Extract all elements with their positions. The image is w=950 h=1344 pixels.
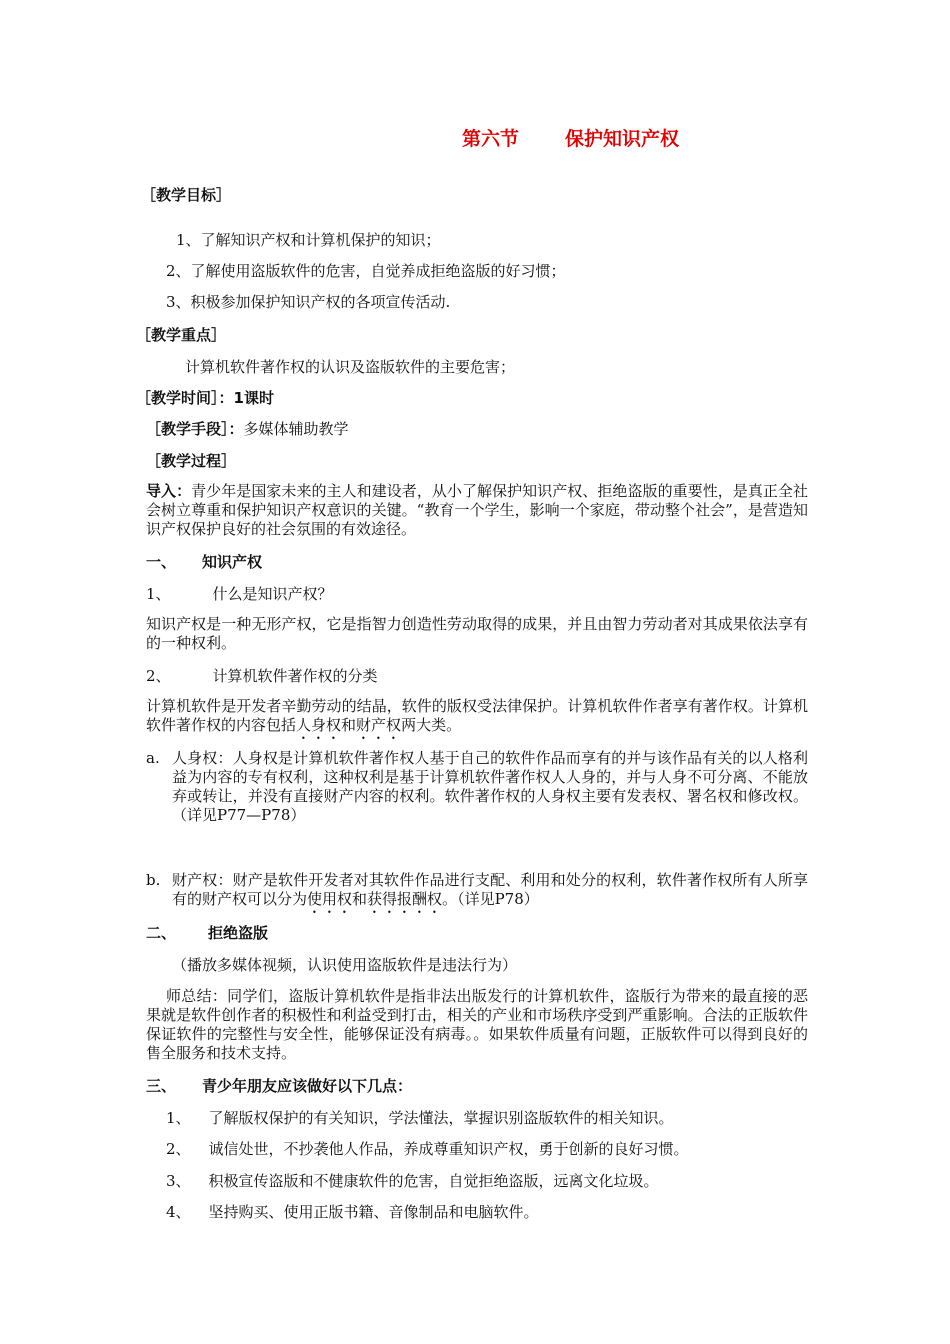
objective-item: 1、了解知识产权和计算机保护的知识；	[176, 231, 441, 249]
q2-line	[146, 665, 378, 686]
keypoint-heading: ［教学重点］	[136, 326, 227, 344]
objective-item: 2、了解使用盗版软件的危害，自觉养成拒绝盗版的好习惯；	[166, 262, 566, 280]
q2-number: 2、	[146, 667, 171, 685]
emphasis-property-right: 财产权	[356, 716, 402, 734]
q2-paragraph: 计算机软件是开发者辛勤劳动的结晶，软件的版权受法律保护。计算机软件作者享有著作权。计算机软件著作权的内容包括人身权和财产权两大类。	[146, 697, 808, 734]
intro-text: 青少年是国家未来的主人和建设者，从小了解保护知识产权、拒绝盗版的重要性，是真正全社会树立尊重和保护知识产权意识的关键。“教育一个学生，影响一个家庭，带动整个社会”，是营造知识产权保护良好的社会氛围的有效途径。	[146, 482, 808, 538]
part1-number: 一、	[146, 553, 177, 571]
part3-title: 青少年朋友应该做好以下几点：	[202, 1077, 413, 1095]
q1-paragraph: 知识产权是一种无形产权，它是指智力创造性劳动取得的成果，并且由智力劳动者对其成果依法享有的一种权利。	[146, 615, 808, 652]
part2-note: （播放多媒体视频，认识使用盗版软件是违法行为）	[172, 956, 518, 974]
list-item-b	[146, 871, 808, 917]
list-item: 2、 诚信处世，不抄袭他人作品，养成尊重知识产权，勇于创新的良好习惯。	[166, 1140, 689, 1158]
list-item-a	[146, 749, 808, 825]
part3-number: 三、	[146, 1077, 177, 1095]
section-name: 保护知识产权	[565, 128, 680, 150]
time-line	[136, 387, 274, 408]
time-heading: ［教学时间］：	[136, 389, 234, 407]
means-heading: ［教学手段］：	[146, 420, 244, 438]
keypoint-text: 计算机软件著作权的认识及盗版软件的主要危害；	[185, 358, 516, 376]
item-b-text: 财产权：财产是软件开发者对其软件作品进行支配、利用和处分的权利，软件著作权所有人所享有的财产权可以分为使用权和获得报酬权。（详见P78）	[172, 871, 808, 908]
q1-title: 什么是知识产权？	[212, 585, 333, 603]
part2-number: 二、	[146, 924, 177, 942]
item-b-label: b.	[146, 871, 161, 889]
list-item: 4、 坚持购买、使用正版书籍、音像制品和电脑软件。	[166, 1203, 539, 1221]
item-a-text: 人身权：人身权是计算机软件著作权人基于自己的软件作品而享有的并与该作品有关的以人格利益为内容的专有权利，这种权利是基于计算机软件著作权人人身的，并与人身不可分离、不能放弃或转让，并没有直接财产内容的权利。软件著作权的人身权主要有发表权、署名权和修改权。（详见P77—P78）	[172, 749, 808, 824]
means-line	[146, 418, 349, 439]
page-title	[462, 124, 679, 151]
objectives-heading: ［教学目标］	[141, 186, 232, 204]
emphasis-use-right: 使用权	[307, 890, 353, 908]
process-heading: ［教学过程］	[146, 452, 237, 470]
part2-summary: 师总结：同学们，盗版计算机软件是指非法出版发行的计算机软件，盗版行为带来的最直接的恶果就是软件创作者的积极性和利益受到打击，相关的产业和市场秩序受到严重影响。合法的正版软件保证软件的完整性与安全性，能够保证没有病毒。。如果软件质量有问题，正版软件可以得到良好的售全服务和技术支持。	[146, 987, 808, 1062]
part3-heading	[146, 1075, 412, 1096]
item-a-label: a.	[146, 749, 160, 767]
means-value: 多媒体辅助教学	[243, 420, 349, 438]
emphasis-personal-right: 人身权	[296, 716, 342, 734]
q1-line	[146, 583, 333, 604]
section-number: 第六节	[462, 128, 520, 150]
q1-number: 1、	[146, 585, 171, 603]
list-item: 3、 积极宣传盗版和不健康软件的危害，自觉拒绝盗版，远离文化垃圾。	[166, 1172, 659, 1190]
q2-title: 计算机软件著作权的分类	[212, 667, 378, 685]
intro-paragraph	[146, 482, 808, 539]
part2-heading	[146, 922, 268, 943]
part1-heading	[146, 551, 262, 572]
list-item: 1、 了解版权保护的有关知识，学法懂法，掌握识别盗版软件的相关知识。	[166, 1109, 674, 1127]
objective-item: 3、积极参加保护知识产权的各项宣传活动.	[166, 293, 451, 311]
part2-title: 拒绝盗版	[208, 924, 269, 942]
intro-label: 导入：	[146, 482, 192, 500]
time-value: 1课时	[233, 389, 274, 407]
emphasis-remuneration-right: 获得报酬权	[367, 890, 443, 908]
part1-title: 知识产权	[202, 553, 263, 571]
